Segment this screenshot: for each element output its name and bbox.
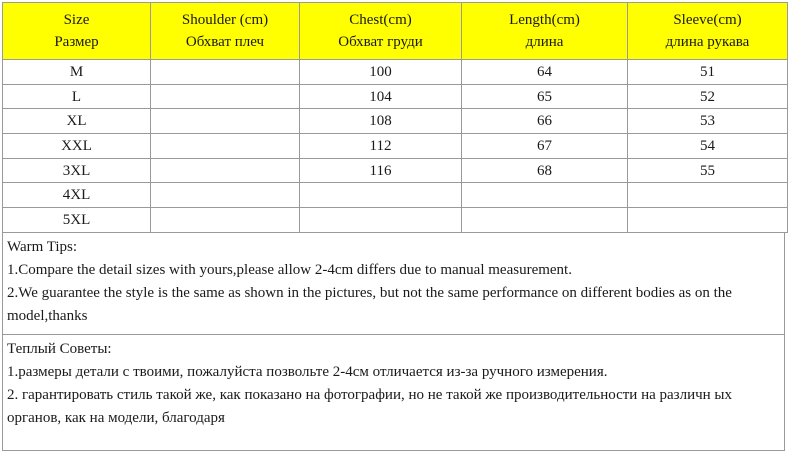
table-row [3,158,788,183]
warm-tips-russian [2,335,785,451]
cell-chest: 116 [300,158,462,183]
cell-size: 4XL [3,183,151,208]
header-chest-en: Chest(cm) [349,12,412,28]
cell-length: 67 [462,134,628,159]
cell-chest: 100 [300,60,462,85]
header-sleeve-en: Sleeve(cm) [673,12,742,28]
tips-en-line-1: 1.Compare the detail sizes with yours,please allow 2-4cm differs due to manual measurement. [7,261,572,278]
cell-sleeve: 54 [628,134,788,159]
cell-chest [300,183,462,208]
cell-size: M [3,60,151,85]
cell-length: 65 [462,84,628,109]
cell-length [462,208,628,233]
cell-size: XL [3,109,151,134]
cell-sleeve: 53 [628,109,788,134]
cell-shoulder [151,60,300,85]
cell-sleeve: 52 [628,84,788,109]
tips-ru-line-2: 2. гарантировать стиль такой же, как показано на фотографии, но не такой же производительности на различн ых органов, как на модели, благодаря [7,386,733,426]
header-shoulder [151,3,300,60]
warm-tips-english [2,233,785,335]
cell-shoulder [151,84,300,109]
size-chart [2,2,787,451]
table-row [3,84,788,109]
header-length-ru: длина [525,34,564,50]
cell-length: 64 [462,60,628,85]
header-size [3,3,151,60]
header-length [462,3,628,60]
cell-chest [300,208,462,233]
cell-length [462,183,628,208]
cell-sleeve [628,208,788,233]
cell-chest: 104 [300,84,462,109]
header-chest [300,3,462,60]
cell-size: XXL [3,134,151,159]
cell-sleeve: 51 [628,60,788,85]
header-sleeve-ru: длина рукава [665,34,750,50]
cell-size: L [3,84,151,109]
tips-en-title: Warm Tips: [7,238,78,255]
table-row [3,109,788,134]
cell-size: 3XL [3,158,151,183]
tips-ru-title: Теплый Советы: [7,340,112,357]
header-chest-ru: Обхват груди [338,34,423,50]
cell-shoulder [151,183,300,208]
cell-chest: 112 [300,134,462,159]
header-size-en: Size [63,12,90,28]
cell-shoulder [151,208,300,233]
header-shoulder-ru: Обхват плеч [185,34,265,50]
header-row [3,3,788,60]
table-row [3,60,788,85]
cell-sleeve: 55 [628,158,788,183]
tips-en-line-2: 2.We guarantee the style is the same as shown in the pictures, but not the same performance on different bodies as on the model,thanks [7,284,732,324]
size-table [2,2,788,233]
cell-length: 68 [462,158,628,183]
cell-sleeve [628,183,788,208]
header-length-en: Length(cm) [509,12,580,28]
header-sleeve [628,3,788,60]
tips-ru-line-1: 1.размеры детали с твоими, пожалуйста позвольте 2-4см отличается из-за ручного измерения. [7,363,608,380]
header-size-ru: Размер [54,34,99,50]
table-row [3,208,788,233]
cell-shoulder [151,134,300,159]
cell-shoulder [151,158,300,183]
cell-shoulder [151,109,300,134]
table-row [3,134,788,159]
table-row [3,183,788,208]
cell-size: 5XL [3,208,151,233]
cell-length: 66 [462,109,628,134]
header-shoulder-en: Shoulder (cm) [181,12,269,28]
cell-chest: 108 [300,109,462,134]
